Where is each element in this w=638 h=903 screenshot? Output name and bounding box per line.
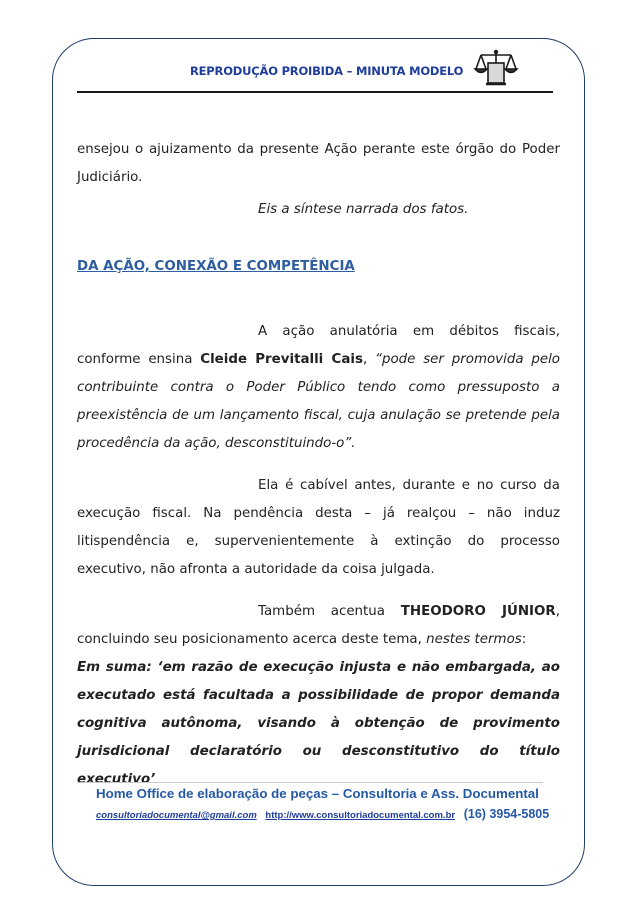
author-name: Cleide Previtalli Cais	[200, 352, 363, 367]
footer-contacts	[96, 807, 549, 821]
quote-text: “pode ser promovida pelo contribuinte contra o Poder Público tendo como pressuposto a preexistência de um lançamento fiscal, cuja anulação se pretende pela procedência da ação, desconstituindo-o”.	[77, 352, 561, 451]
section-heading: DA AÇÃO, CONEXÃO E COMPETÊNCIA	[77, 259, 355, 274]
footer-title: Home Office de elaboração de peças – Consultoria e Ass. Documental	[96, 786, 539, 801]
header-title: REPRODUÇÃO PROIBIDA – MINUTA MODELO	[190, 64, 464, 78]
footer-email-link[interactable]: consultoriadocumental@gmail.com	[96, 810, 257, 821]
paragraph-intro: ensejou o ajuizamento da presente Ação perante este órgão do Poder Judiciário.	[77, 142, 560, 185]
paragraph-execution: Ela é cabível antes, durante e no curso da execução fiscal. Na pendência desta – já realçou – não induz litispendência e, supervenientemente à extinção do processo executivo, não afronta a autoridade da coisa julgada.	[77, 478, 560, 577]
footer-divider	[77, 782, 543, 783]
footer-website-link[interactable]: http://www.consultoriadocumental.com.br	[265, 810, 456, 821]
paragraph-theodoro: Também acentua THEODORO JÚNIOR, concluindo seu posicionamento acerca deste tema, nestes termos: Em suma: ‘em razão de execução injusta e não embargada, ao executado está facultada a possibilidade de propor demanda cognitiva autônoma, visando à obtenção de provimento jurisdicional declaratório ou desconstitutivo do título executivo’	[77, 604, 561, 787]
conclusion-quote: Em suma: ‘em razão de execução injusta e não embargada, ao executado está facultada a possibilidade de propor demanda cognitiva autônoma, visando à obtenção de provimento jurisdicional declaratório ou desconstitutivo do título executivo’	[77, 660, 560, 787]
header-divider	[77, 91, 553, 93]
footer-phone: (16) 3954-5805	[463, 807, 550, 821]
summary-line: Eis a síntese narrada dos fatos.	[258, 202, 469, 217]
scales-of-justice-icon	[473, 49, 519, 89]
author-name: THEODORO JÚNIOR	[400, 604, 556, 619]
paragraph-action: A ação anulatória em débitos fiscais, conforme ensina Cleide Previtalli Cais, “pode ser promovida pelo contribuinte contra o Poder Público tendo como pressuposto a preexistência de um lançamento fiscal, cuja anulação se pretende pela procedência da ação, desconstituindo-o”.	[77, 324, 561, 451]
